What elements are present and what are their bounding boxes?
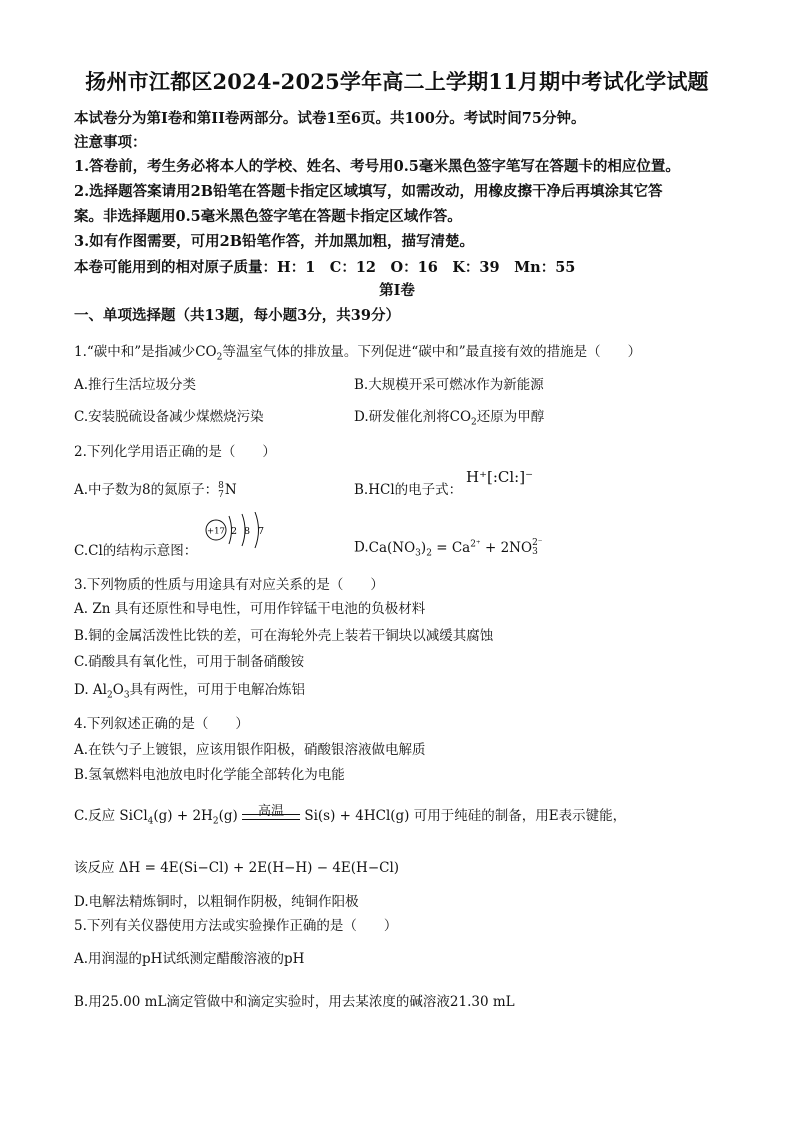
q5-option-b: B.用25.00 mL滴定管做中和滴定实验时，用去某浓度的碱溶液21.30 mL: [74, 994, 515, 1010]
q4-option-d: D.电解法精炼铜时，以粗铜作阴极，纯铜作阳极: [74, 894, 359, 910]
shell-2-electrons: 8: [243, 526, 251, 537]
exam-title: 扬州市江都区2024-2025学年高二上学期11月期中考试化学试题: [85, 69, 709, 94]
nuclide-notation: 8 7: [218, 480, 224, 500]
shell-1-electrons: 2: [230, 526, 238, 537]
q3-stem: 3.下列物质的性质与用途具有对应关系的是（ ）: [74, 577, 384, 593]
q5-stem: 5.下列有关仪器使用方法或实验操作正确的是（ ）: [74, 918, 398, 934]
notice-2a: 2.选择题答案请用2B铅笔在答题卡指定区域填写，如需改动，用橡皮擦干净后再填涂其它答: [74, 183, 663, 200]
q1-option-c: C.安装脱硫设备减少煤燃烧污染: [74, 409, 264, 425]
q4-stem: 4.下列叙述正确的是（ ）: [74, 716, 249, 732]
q1-option-d: D.研发催化剂将$CO_2$还原为甲醇: [354, 409, 545, 428]
atomic-masses: 本卷可能用到的相对原子质量：H：1 C：12 O：16 K：39 Mn：55: [74, 259, 576, 276]
q2-option-b: B.HCl的电子式：: [354, 482, 463, 498]
q4-option-c-line2: 该反应 ΔH = 4E(Si−Cl) + 2E(H−H) − 4E(H−Cl): [74, 860, 400, 876]
notice-1: 1.答卷前，考生务必将本人的学校、姓名、考号用0.5毫米黑色签字笔写在答题卡的相应位置。: [74, 158, 680, 175]
q2-option-c: C.Cl的结构示意图：: [74, 543, 198, 559]
cl-atom-structure-diagram: [204, 512, 276, 552]
q3-option-b: B.铜的金属活泼性比铁的差，可在海轮外壳上装若干铜块以减缓其腐蚀: [74, 628, 494, 644]
hcl-electron-formula: H⁺[:Cl:]⁻: [466, 468, 534, 486]
q3-option-a: A. Zn 具有还原性和导电性，可用作锌锰干电池的负极材料: [74, 601, 426, 617]
q4-option-c: C.反应 SiCl$_4$(g) + $2H_2(g)$ 高温 Si(s) + 4HCl(g) 可用于纯硅的制备，用E表示键能，: [74, 804, 626, 827]
exam-info: 本试卷分为第I卷和第II卷两部分。试卷1至6页。共100分。考试时间75分钟。: [74, 110, 586, 127]
q1-stem: 1.“碳中和”是指减少$CO_2$等温室气体的排放量。下列促进“碳中和”最直接有效的措施是（ ）: [74, 344, 642, 363]
shell-3-electrons: 7: [257, 526, 265, 537]
q2-option-d: $D.Ca(NO_3)_2 = Ca^{2^+} + 2NO2^-$ 3: [354, 538, 543, 559]
q3-option-d: D. $Al_2O_3$具有两性，可用于电解冶炼铝: [74, 682, 306, 701]
q4-option-a: A.在铁勺子上镀银，应该用银作阳极，硝酸银溶液做电解质: [74, 742, 426, 758]
q4-option-b: B.氢氧燃料电池放电时化学能全部转化为电能: [74, 767, 345, 783]
q1-option-b: B.大规模开采可燃冰作为新能源: [354, 377, 544, 393]
q2-stem: 2.下列化学用语正确的是（ ）: [74, 444, 276, 460]
reaction-condition-label: 高温: [258, 804, 285, 819]
volume-title: 第I卷: [379, 282, 415, 299]
q2-option-a: A.中子数为8的氮原子：8 7N: [74, 480, 237, 500]
notice-heading: 注意事项：: [74, 134, 147, 151]
notice-3: 3.如有作图需要，可用2B铅笔作答，并加黑加粗，描写清楚。: [74, 233, 474, 250]
notice-2b: 案。非选择题用0.5毫米黑色签字笔在答题卡指定区域作答。: [74, 208, 462, 225]
q5-option-a: A.用润湿的pH试纸测定醋酸溶液的pH: [74, 951, 305, 967]
nucleus-label: +17: [207, 526, 225, 537]
section-1-title: 一、单项选择题（共13题，每小题3分，共39分）: [74, 307, 400, 324]
q1-option-a: A.推行生活垃圾分类: [74, 377, 197, 393]
q3-option-c: C.硝酸具有氧化性，可用于制备硝酸铵: [74, 654, 305, 670]
